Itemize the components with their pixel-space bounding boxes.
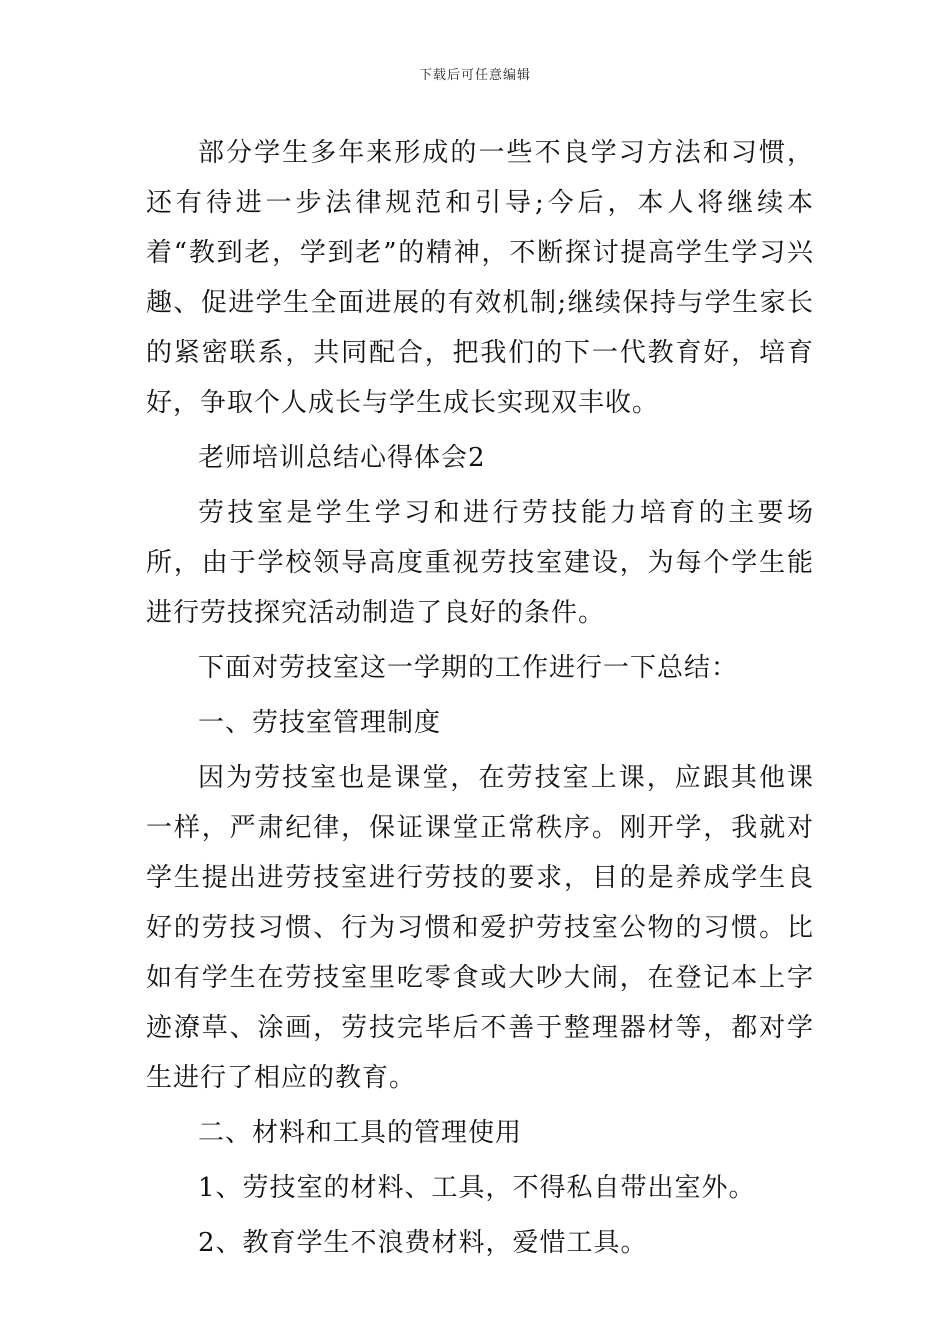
document-body bbox=[146, 128, 814, 1273]
heading-materials-tools: 二、材料和工具的管理使用 bbox=[198, 1118, 523, 1148]
heading-management-system: 一、劳技室管理制度 bbox=[198, 708, 442, 738]
paragraph-summary-lead: 下面对劳技室这一学期的工作进行一下总结： bbox=[198, 653, 739, 683]
list-item-rule-1: 1、劳技室的材料、工具，不得私自带出室外。 bbox=[198, 1173, 756, 1203]
paragraph-intro: 劳技室是学生学习和进行劳技能力培育的主要场所，由于学校领导高度重视劳技室建设，为每个学生能进行劳技探究活动制造了良好的条件。 bbox=[146, 498, 814, 628]
section-title: 老师培训总结心得体会2 bbox=[198, 443, 486, 473]
paragraph-summary-conclusion: 部分学生多年来形成的一些不良学习方法和习惯，还有待进一步法律规范和引导;今后，本人将继续本着“教到老，学到老”的精神，不断探讨提高学生学习兴趣、促进学生全面进展的有效机制;继续保持与学生家长的紧密联系，共同配合，把我们的下一代教育好，培育好，争取个人成长与学生成长实现双丰收。 bbox=[146, 138, 814, 418]
page-header: 下载后可任意编辑 bbox=[418, 68, 531, 83]
paragraph-management-details: 因为劳技室也是课堂，在劳技室上课，应跟其他课一样，严肃纪律，保证课堂正常秩序。刚开学，我就对学生提出进劳技室进行劳技的要求，目的是养成学生良好的劳技习惯、行为习惯和爱护劳技室公物的习惯。比如有学生在劳技室里吃零食或大吵大闹，在登记本上字迹潦草、涂画，劳技完毕后不善于整理器材等，都对学生进行了相应的教育。 bbox=[146, 763, 814, 1093]
list-item-rule-2: 2、教育学生不浪费材料，爱惜工具。 bbox=[198, 1228, 648, 1258]
